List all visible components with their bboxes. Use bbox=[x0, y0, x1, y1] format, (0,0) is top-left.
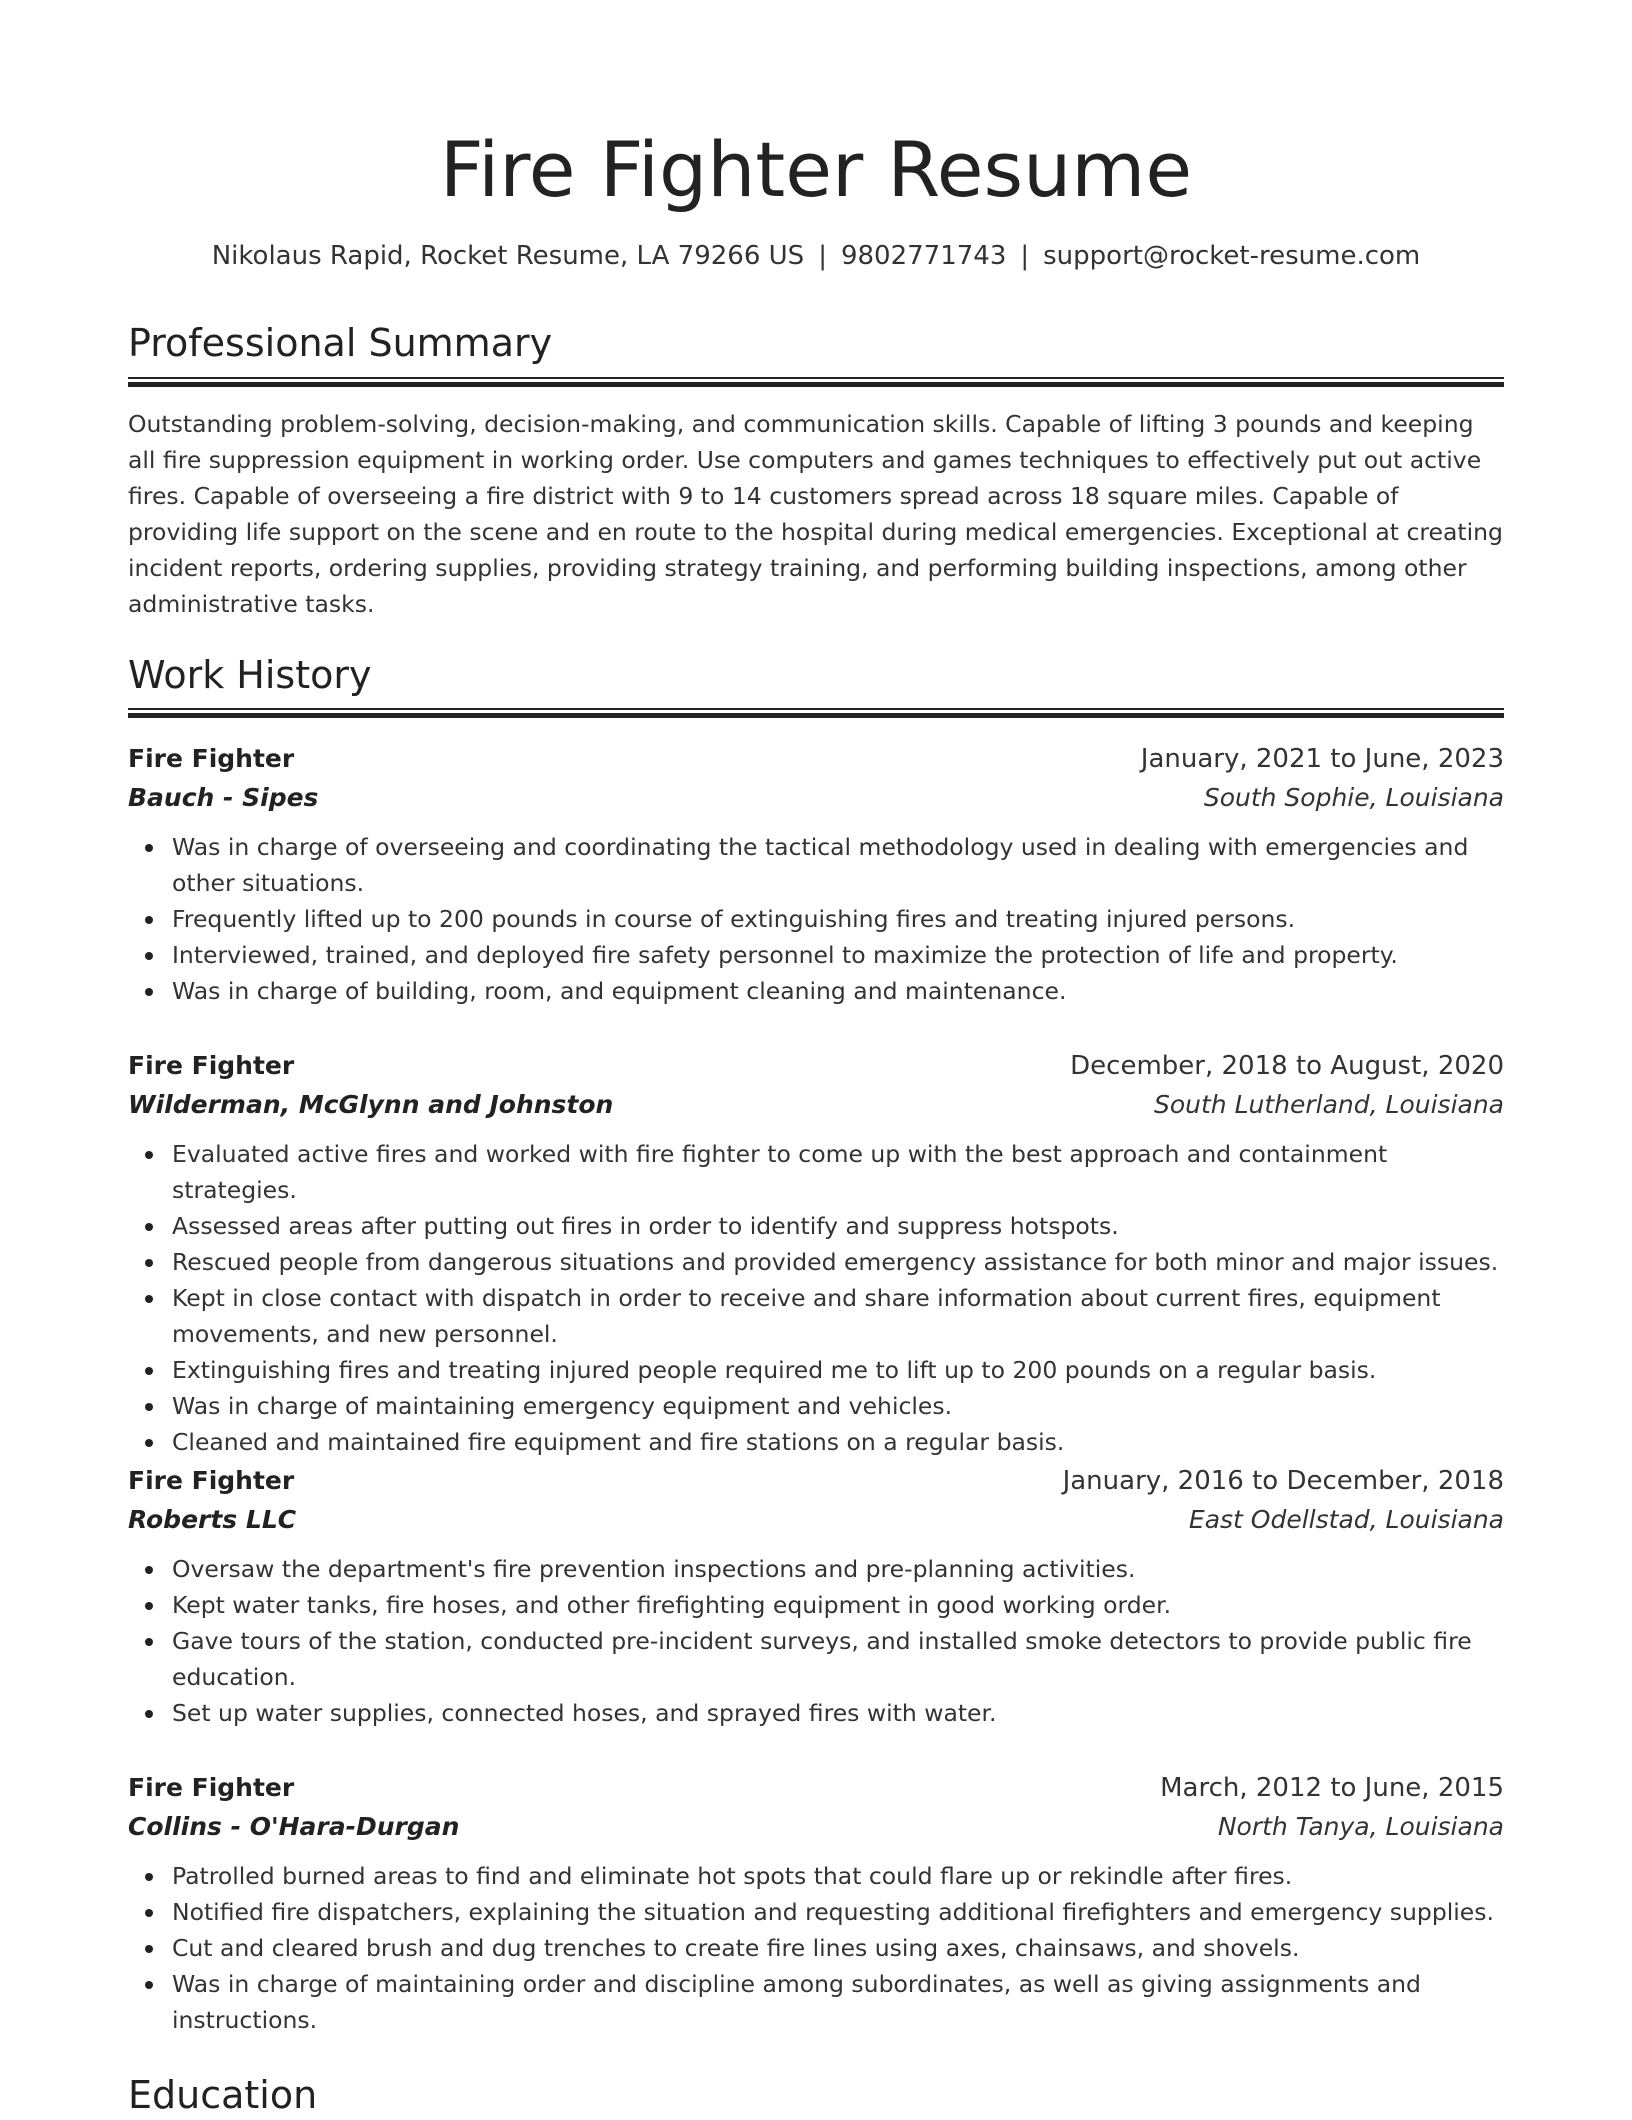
summary-divider bbox=[128, 377, 1504, 387]
job-company: Collins - O'Hara-Durgan bbox=[128, 1812, 460, 1841]
resume-title: Fire Fighter Resume bbox=[439, 125, 1193, 214]
job-duty: Cut and cleared brush and dug trenches to create fire lines using axes, chainsaws, and shovels. bbox=[172, 1930, 1504, 1966]
job-dates: January, 2016 to December, 2018 bbox=[1062, 1466, 1504, 1496]
job-entry bbox=[128, 739, 1504, 1009]
job-duties-list bbox=[128, 1858, 1504, 2038]
job-duty: Patrolled burned areas to find and eliminate hot spots that could flare up or rekindle after fires. bbox=[172, 1858, 1504, 1894]
job-duty: Assessed areas after putting out fires in order to identify and suppress hotspots. bbox=[172, 1208, 1504, 1244]
job-duties-list bbox=[128, 829, 1504, 1009]
job-header-row bbox=[128, 1046, 1504, 1085]
job-duty: Cleaned and maintained fire equipment and fire stations on a regular basis. bbox=[172, 1424, 1504, 1460]
job-duties-list bbox=[128, 1136, 1504, 1460]
job-dates: March, 2012 to June, 2015 bbox=[1160, 1773, 1504, 1803]
job-duty: Extinguishing fires and treating injured people required me to lift up to 200 pounds on a regular basis. bbox=[172, 1352, 1504, 1388]
contact-separator: | bbox=[1020, 241, 1030, 271]
job-location: South Lutherland, Louisiana bbox=[1153, 1090, 1504, 1119]
job-duty: Frequently lifted up to 200 pounds in course of extinguishing fires and treating injured persons. bbox=[172, 901, 1504, 937]
job-duty: Set up water supplies, connected hoses, and sprayed fires with water. bbox=[172, 1695, 1504, 1731]
job-company: Roberts LLC bbox=[128, 1505, 297, 1534]
job-company: Bauch - Sipes bbox=[128, 783, 319, 812]
summary-heading: Professional Summary bbox=[128, 321, 553, 365]
job-duty: Interviewed, trained, and deployed fire safety personnel to maximize the protection of life and property. bbox=[172, 937, 1504, 973]
job-location: East Odellstad, Louisiana bbox=[1188, 1505, 1504, 1534]
job-dates: December, 2018 to August, 2020 bbox=[1070, 1051, 1504, 1081]
job-subheader-row bbox=[128, 1085, 1504, 1124]
education-heading: Education bbox=[128, 2073, 318, 2117]
job-duty: Oversaw the department's fire prevention inspections and pre-planning activities. bbox=[172, 1551, 1504, 1587]
job-subheader-row bbox=[128, 1500, 1504, 1539]
job-subheader-row bbox=[128, 1807, 1504, 1846]
job-header-row bbox=[128, 739, 1504, 778]
contact-separator: | bbox=[818, 241, 827, 271]
job-header-row bbox=[128, 1461, 1504, 1500]
job-title: Fire Fighter bbox=[128, 1773, 295, 1802]
job-company: Wilderman, McGlynn and Johnston bbox=[128, 1090, 614, 1119]
contact-address: Nikolaus Rapid, Rocket Resume, LA 79266 US bbox=[211, 241, 805, 271]
job-duty: Was in charge of building, room, and equipment cleaning and maintenance. bbox=[172, 973, 1504, 1009]
job-duty: Kept water tanks, fire hoses, and other firefighting equipment in good working order. bbox=[172, 1587, 1504, 1623]
job-title: Fire Fighter bbox=[128, 1466, 295, 1495]
contact-line bbox=[128, 236, 1504, 276]
job-dates: January, 2021 to June, 2023 bbox=[1140, 744, 1504, 774]
job-duty: Notified fire dispatchers, explaining the situation and requesting additional firefighters and emergency supplies. bbox=[172, 1894, 1504, 1930]
contact-email: support@rocket-resume.com bbox=[1043, 241, 1421, 271]
job-duty: Rescued people from dangerous situations and provided emergency assistance for both minor and major issues. bbox=[172, 1244, 1504, 1280]
job-title: Fire Fighter bbox=[128, 744, 295, 773]
job-title: Fire Fighter bbox=[128, 1051, 295, 1080]
job-entry bbox=[128, 1046, 1504, 1460]
job-duty: Gave tours of the station, conducted pre-incident surveys, and installed smoke detectors to provide public fire education. bbox=[172, 1623, 1504, 1695]
job-entry bbox=[128, 1768, 1504, 2038]
job-duty: Evaluated active fires and worked with fire fighter to come up with the best approach and containment strategies. bbox=[172, 1136, 1504, 1208]
job-duty: Was in charge of overseeing and coordinating the tactical methodology used in dealing with emergencies and other situations. bbox=[172, 829, 1504, 901]
job-duty: Was in charge of maintaining emergency equipment and vehicles. bbox=[172, 1388, 1504, 1424]
contact-phone: 9802771743 bbox=[840, 241, 1007, 271]
job-duty: Was in charge of maintaining order and discipline among subordinates, as well as giving assignments and instructions. bbox=[172, 1966, 1504, 2038]
job-location: South Sophie, Louisiana bbox=[1203, 783, 1504, 812]
job-duty: Kept in close contact with dispatch in order to receive and share information about current fires, equipment movements, and new personnel. bbox=[172, 1280, 1504, 1352]
job-duties-list bbox=[128, 1551, 1504, 1731]
job-location: North Tanya, Louisiana bbox=[1217, 1812, 1504, 1841]
job-header-row bbox=[128, 1768, 1504, 1807]
job-entry bbox=[128, 1461, 1504, 1731]
work-history-heading: Work History bbox=[128, 653, 372, 697]
summary-text: Outstanding problem-solving, decision-making, and communication skills. Capable of lifting 3 pounds and keeping all fire suppression equipment in working order. Use computers and games techniques to effectively put out active fires. Capable of overseeing a fire district with 9 to 14 customers spread across 18 square miles. Capable of providing life support on the scene and en route to the hospital during medical emergencies. Exceptional at creating incident reports, ordering supplies, providing strategy training, and performing building inspections, among other administrative tasks. bbox=[128, 410, 1503, 618]
job-subheader-row bbox=[128, 778, 1504, 817]
work-history-divider bbox=[128, 708, 1504, 718]
